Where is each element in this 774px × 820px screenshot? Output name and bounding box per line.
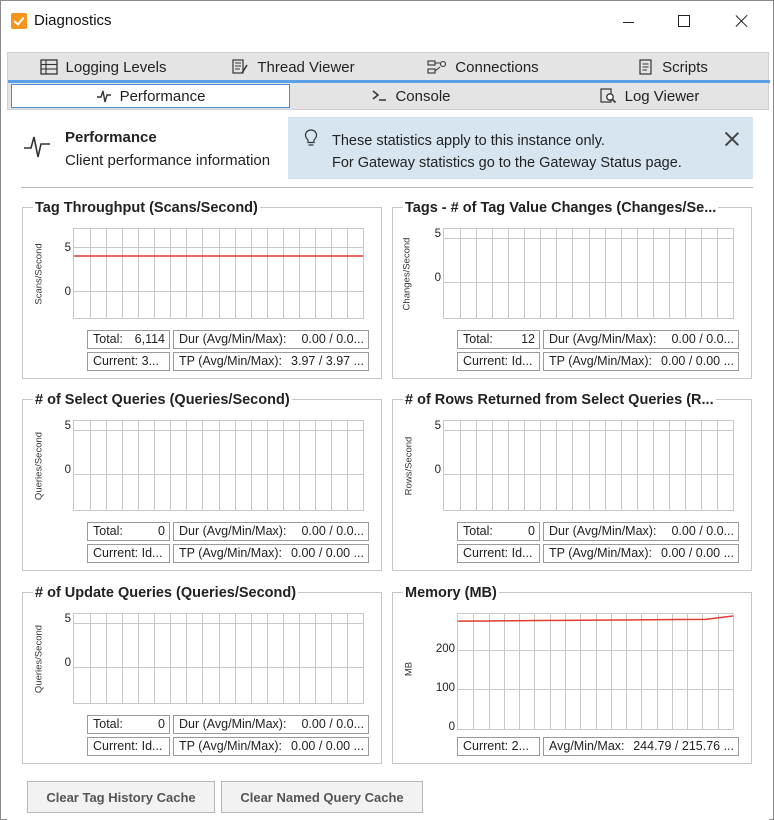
- stat-label: Dur (Avg/Min/Max):: [179, 717, 287, 731]
- tab-log-viewer[interactable]: [530, 84, 768, 108]
- minimize-button[interactable]: [605, 9, 651, 33]
- y-tick: 0: [434, 464, 441, 476]
- stat-label: Current: Id...: [93, 546, 163, 560]
- plot-area: [73, 228, 364, 319]
- stat-value: 6,114: [134, 332, 165, 346]
- maximize-icon: [678, 15, 690, 27]
- stat-label: TP (Avg/Min/Max):: [549, 354, 653, 368]
- app-icon: [11, 13, 27, 29]
- close-button[interactable]: [719, 9, 765, 33]
- stat-current: [87, 352, 170, 371]
- y-tick: 200: [435, 643, 455, 655]
- stat-duration: [173, 522, 369, 541]
- stat-value: 0.00 / 0.00 ...: [291, 739, 364, 753]
- stat-duration: [173, 330, 369, 349]
- info-close-icon[interactable]: [724, 131, 740, 147]
- series-line: [458, 616, 733, 621]
- y-tick: 0: [448, 721, 455, 733]
- stat-current: [457, 352, 540, 371]
- log-search-icon: [599, 88, 617, 104]
- plot-area: [443, 420, 734, 511]
- header-divider: [21, 187, 753, 188]
- info-text-line1: These statistics apply to this instance only.: [332, 133, 605, 149]
- y-tick: 100: [435, 682, 455, 694]
- performance-header: [7, 111, 769, 187]
- stat-label: TP (Avg/Min/Max):: [179, 354, 283, 368]
- y-tick: 5: [64, 613, 71, 625]
- stat-value: 0.00 / 0.0...: [301, 332, 364, 346]
- stat-value: 0: [158, 717, 165, 731]
- stat-label: Current: Id...: [463, 354, 533, 368]
- stat-label: Dur (Avg/Min/Max):: [179, 332, 287, 346]
- chart-svg: [444, 229, 733, 318]
- y-tick: 0: [434, 272, 441, 284]
- y-axis-label-text: Queries/Second: [33, 431, 45, 501]
- stat-label: Current: 3...: [93, 354, 159, 368]
- tab-label: Connections: [455, 58, 539, 76]
- panel-title: # of Rows Returned from Select Queries (R...: [405, 392, 714, 408]
- y-tick: 5: [434, 228, 441, 240]
- plot-area: [457, 613, 734, 730]
- stat-current: [457, 737, 540, 756]
- tab-console[interactable]: [292, 84, 530, 108]
- stat-current: [87, 737, 170, 756]
- stat-value: 0.00 / 0.0...: [301, 524, 364, 538]
- stat-label: Total:: [93, 524, 123, 538]
- stat-throughput: [173, 737, 369, 756]
- panel-rows-returned: [392, 392, 752, 571]
- y-tick: 0: [64, 657, 71, 669]
- panel-memory: [392, 585, 752, 764]
- panel-title: # of Select Queries (Queries/Second): [35, 392, 290, 408]
- stat-label: TP (Avg/Min/Max):: [549, 546, 653, 560]
- tab-label: Scripts: [662, 58, 708, 76]
- plot-area: [73, 420, 364, 511]
- thread-viewer-icon: [231, 59, 249, 75]
- stat-throughput: [543, 352, 739, 371]
- stat-value: 0: [158, 524, 165, 538]
- tab-logging-levels[interactable]: [8, 54, 198, 80]
- performance-content: [7, 111, 769, 820]
- tab-row-separator: [8, 80, 770, 83]
- stat-total: [87, 522, 170, 541]
- y-axis-label-text: MB: [403, 661, 415, 677]
- tab-connections[interactable]: [388, 54, 578, 80]
- y-tick: 5: [64, 242, 71, 254]
- minimize-icon: [623, 22, 634, 23]
- stat-duration: [543, 522, 739, 541]
- tab-scripts[interactable]: [578, 54, 768, 80]
- panel-title: Tag Throughput (Scans/Second): [35, 200, 258, 216]
- stat-label: TP (Avg/Min/Max):: [179, 739, 283, 753]
- stat-value: 0.00 / 0.00 ...: [291, 546, 364, 560]
- panel-update-queries: [22, 585, 382, 764]
- y-tick: 0: [64, 464, 71, 476]
- stat-total: [87, 715, 170, 734]
- stat-value: 0.00 / 0.00 ...: [661, 354, 734, 368]
- stat-total: [457, 522, 540, 541]
- stat-total: [87, 330, 170, 349]
- stat-current: [457, 544, 540, 563]
- table-icon: [40, 59, 58, 75]
- pulse-icon: [96, 89, 112, 103]
- plot-area: [443, 228, 734, 319]
- page-title: Performance: [65, 129, 157, 146]
- stat-label: Total:: [93, 332, 123, 346]
- stat-value: 0.00 / 0.00 ...: [661, 546, 734, 560]
- lightbulb-icon: [304, 129, 318, 147]
- tab-performance[interactable]: [11, 84, 290, 108]
- title-bar[interactable]: [1, 1, 773, 41]
- chart-svg: [74, 421, 363, 510]
- panel-select-queries: [22, 392, 382, 571]
- plot-area: [73, 613, 364, 704]
- panel-tag-value-changes: [392, 200, 752, 379]
- info-text-line2: For Gateway statistics go to the Gateway Status page.: [332, 155, 682, 171]
- stat-throughput: [173, 544, 369, 563]
- window-title: Diagnostics: [34, 12, 112, 29]
- stat-label: Total:: [463, 332, 493, 346]
- stat-throughput: [173, 352, 369, 371]
- stat-label: Current: 2...: [463, 739, 529, 753]
- y-tick: 5: [64, 420, 71, 432]
- chart-svg: [74, 229, 363, 318]
- close-icon: [735, 14, 749, 28]
- tab-bar: [7, 52, 769, 110]
- tab-label: Logging Levels: [65, 58, 167, 76]
- panel-title: Memory (MB): [405, 585, 497, 601]
- stat-label: Avg/Min/Max:: [549, 739, 625, 753]
- stat-value: 3.97 / 3.97 ...: [291, 354, 364, 368]
- y-axis-label-text: Queries/Second: [33, 624, 45, 694]
- stat-duration: [543, 330, 739, 349]
- stat-value: 0.00 / 0.0...: [301, 717, 364, 731]
- pulse-icon: [23, 133, 51, 159]
- stat-value: 0.00 / 0.0...: [671, 332, 734, 346]
- stat-label: Total:: [93, 717, 123, 731]
- y-tick: 5: [434, 420, 441, 432]
- stat-label: Current: Id...: [463, 546, 533, 560]
- chart-svg: [74, 614, 363, 703]
- connections-icon: [427, 59, 447, 75]
- tab-label: Performance: [119, 87, 206, 105]
- stat-total: [457, 330, 540, 349]
- panel-title: # of Update Queries (Queries/Second): [35, 585, 297, 601]
- tab-label: Thread Viewer: [257, 58, 355, 76]
- y-axis-label-text: Scans/Second: [33, 243, 45, 305]
- stat-label: Dur (Avg/Min/Max):: [549, 332, 657, 346]
- y-axis-label-text: Changes/Second: [401, 237, 413, 311]
- stat-label: Dur (Avg/Min/Max):: [549, 524, 657, 538]
- chart-svg: [444, 421, 733, 510]
- info-banner: [288, 117, 753, 179]
- tab-label: Log Viewer: [624, 87, 700, 105]
- y-axis-label-text: Rows/Second: [403, 436, 415, 496]
- console-icon: [371, 89, 387, 103]
- tab-thread-viewer[interactable]: [198, 54, 388, 80]
- clear-tag-history-cache-button[interactable]: Clear Tag History Cache: [27, 781, 215, 813]
- stat-label: Current: Id...: [93, 739, 163, 753]
- panel-title: Tags - # of Tag Value Changes (Changes/Se...: [405, 200, 717, 216]
- clear-named-query-cache-button[interactable]: Clear Named Query Cache: [221, 781, 423, 813]
- stat-throughput: [543, 544, 739, 563]
- stat-label: Dur (Avg/Min/Max):: [179, 524, 287, 538]
- stat-memory-avg-min-max: [543, 737, 739, 756]
- stat-value: 0.00 / 0.0...: [671, 524, 734, 538]
- tab-label: Console: [395, 87, 451, 105]
- stat-duration: [173, 715, 369, 734]
- stat-label: TP (Avg/Min/Max):: [179, 546, 283, 560]
- page-subtitle: Client performance information: [65, 152, 271, 169]
- stat-label: Total:: [463, 524, 493, 538]
- stat-current: [87, 544, 170, 563]
- y-tick: 0: [64, 286, 71, 298]
- script-icon: [638, 59, 654, 75]
- panel-tag-throughput: [22, 200, 382, 379]
- stat-value: 0: [528, 524, 535, 538]
- chart-svg: [458, 614, 733, 729]
- stat-value: 12: [521, 332, 535, 346]
- stat-value: 244.79 / 215.76 ...: [633, 739, 734, 753]
- maximize-button[interactable]: [661, 9, 707, 33]
